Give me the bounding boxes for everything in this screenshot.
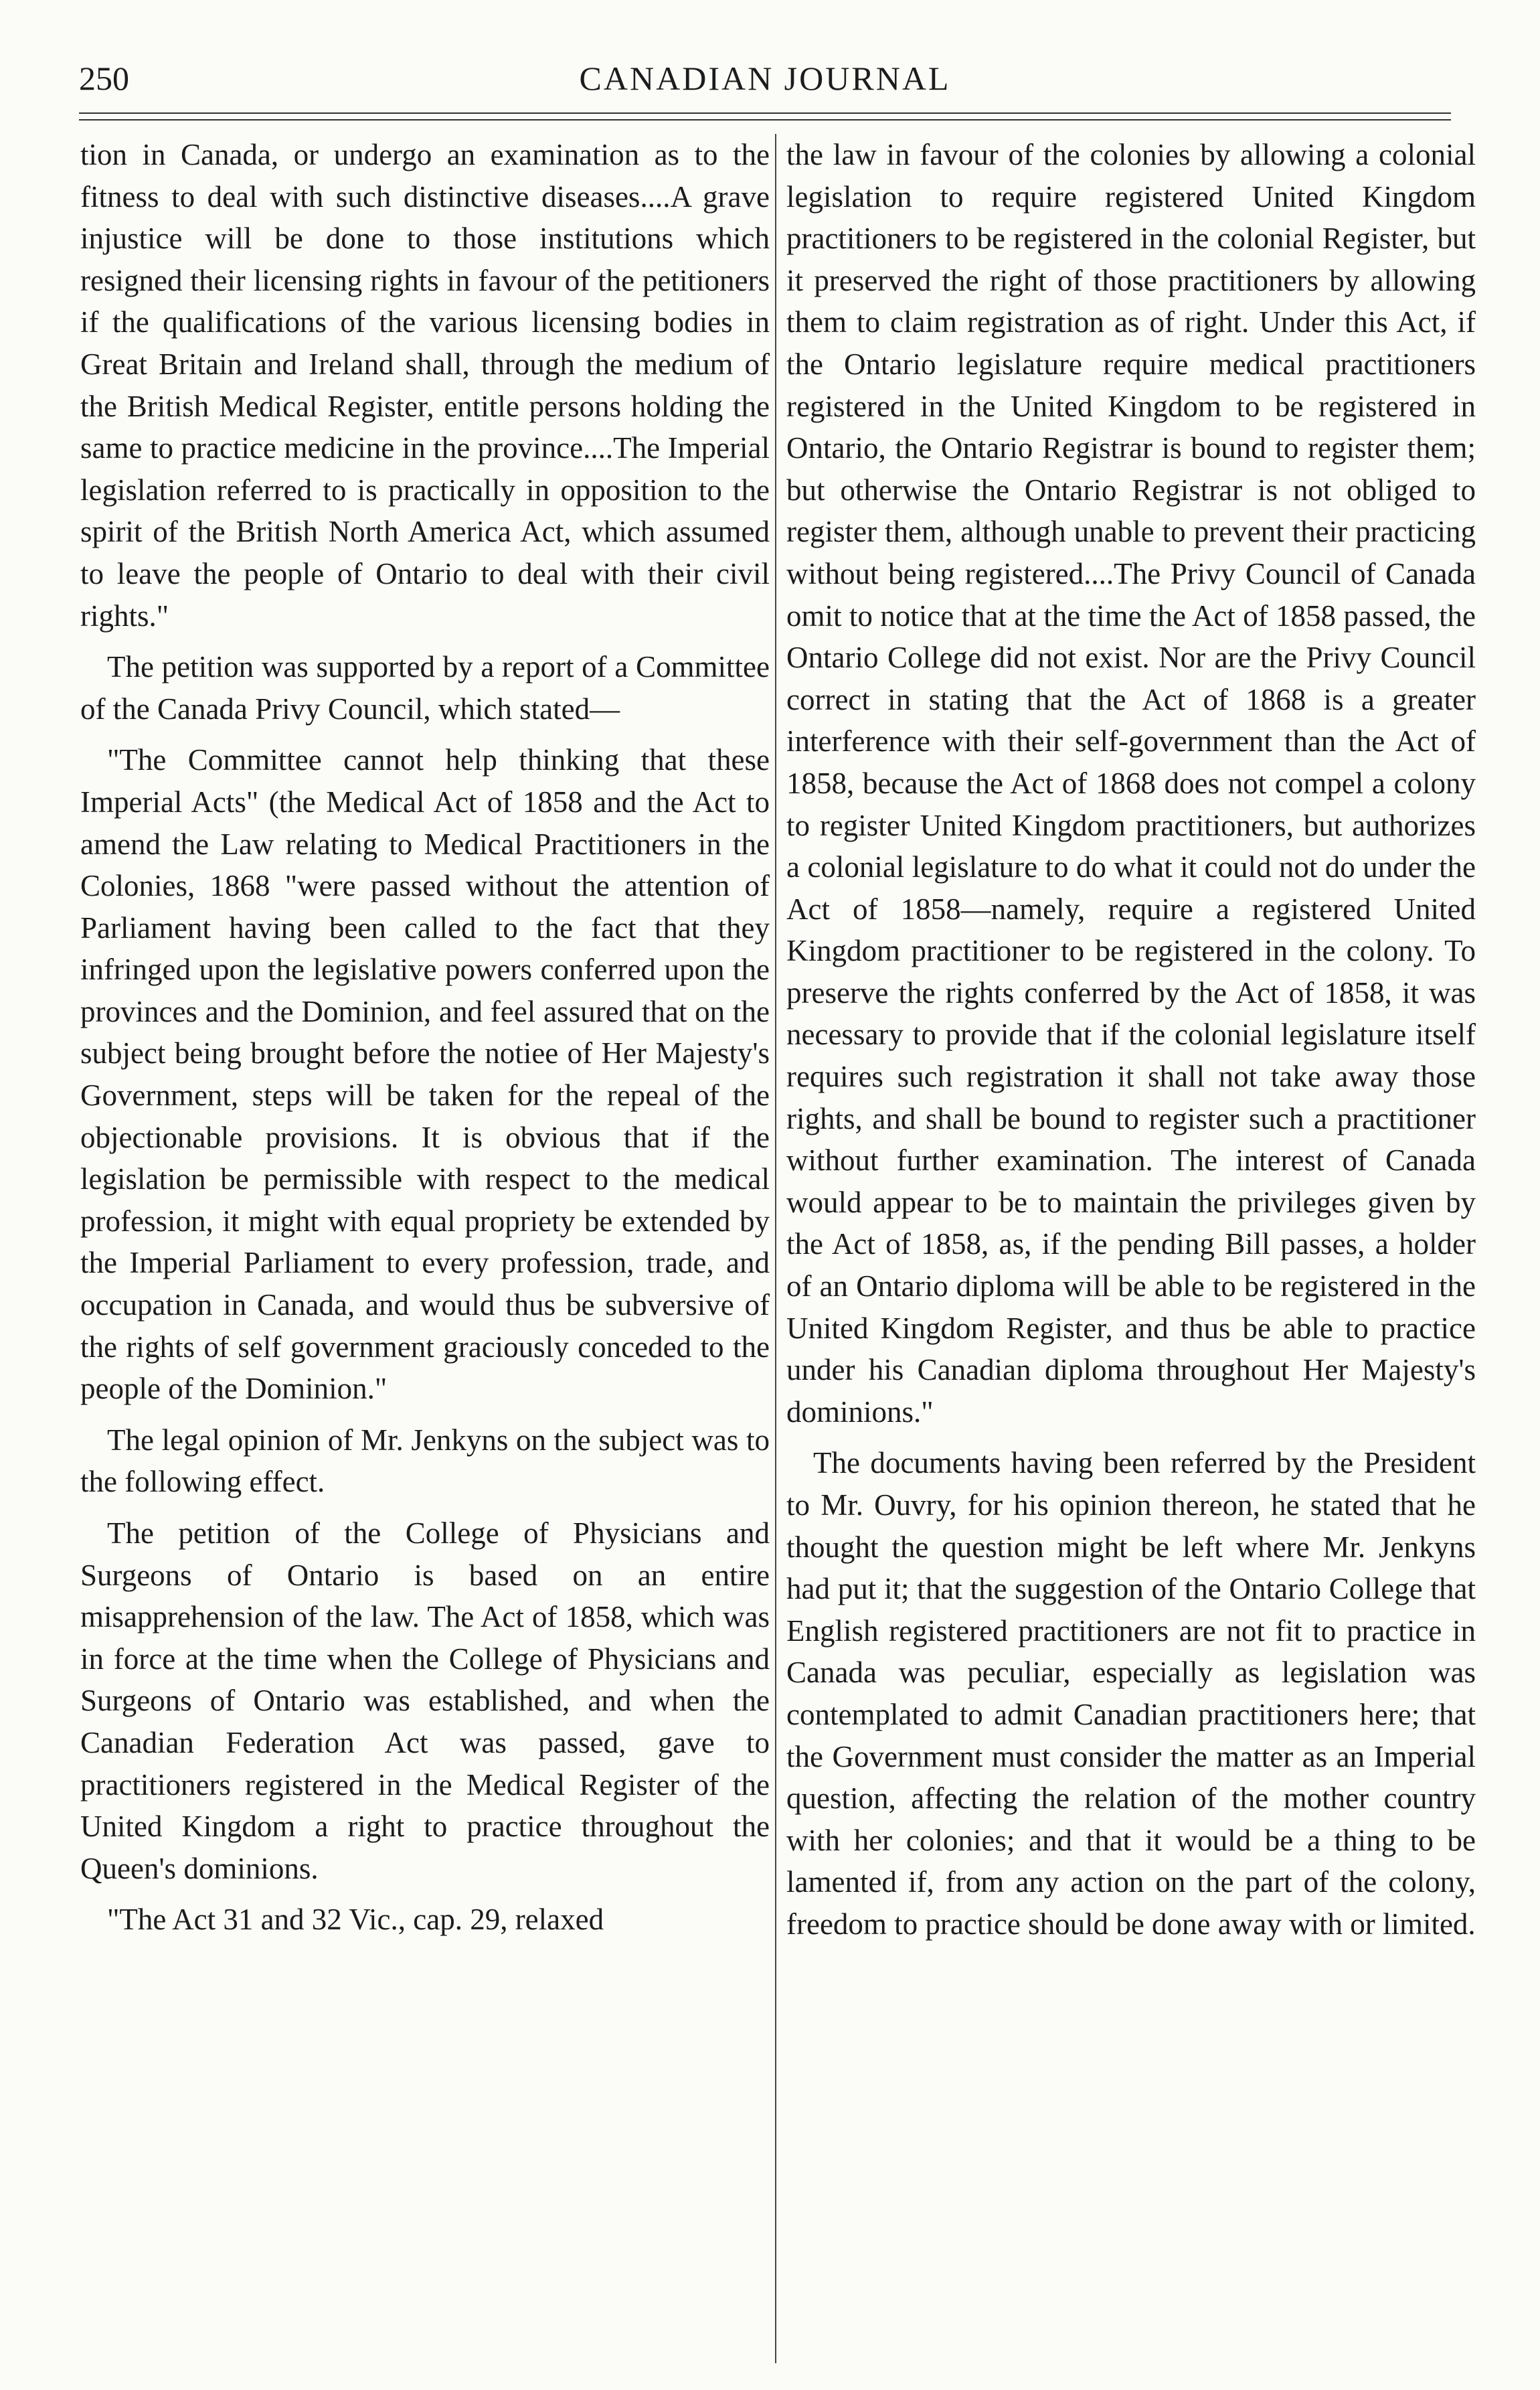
left-column: [80, 134, 770, 1941]
right-column: [786, 134, 1476, 1945]
journal-title: CANADIAN JOURNAL: [579, 60, 951, 97]
left-paragraph-5: The petition of the College of Physicians and Surgeons of Ontario is based on an entire misapprehension of the law. The Act of 1858, which was in force at the time when the College of Physicians and Surgeons of Ontario was established, and when the Canadian Federation Act was passed, gave to practitioners registered in the Medical Register of the United Kingdom a right to practice throughout the Queen's dominions.: [80, 1516, 770, 1885]
right-paragraph-1: the law in favour of the colonies by allowing a colonial legislation to require registered United Kingdom practitioners to be registered in the colonial Register, but it preserved the right of those practitioners by allowing them to claim registration as of right. Under this Act, if the Ontario legislature require medical practitioners registered in the United Kingdom to be registered in Ontario, the Ontario Registrar is bound to register them; but otherwise the Ontario Registrar is not obliged to register them, although unable to prevent their practicing without being registered....The Privy Council of Canada omit to notice that at the time the Act of 1858 passed, the Ontario College did not exist. Nor are the Privy Council correct in stating that the Act of 1868 is a greater interference with their self-government than the Act of 1858, because the Act of 1868 does not compel a colony to register United Kingdom practitioners, but authorizes a colonial legislature to do what it could not do under the Act of 1858—namely, require a registered United Kingdom practitioner to be registered in the colony. To preserve the rights conferred by the Act of 1858, it was necessary to provide that if the colonial legislature itself requires such registration it shall not take away those rights, and shall be bound to register such a practitioner without further examination. The interest of Canada would appear to be to maintain the privileges given by the Act of 1858, as, if the pending Bill passes, a holder of an Ontario diploma will be able to be registered in the United Kingdom Register, and thus be able to practice under his Canadian diploma throughout Her Majesty's dominions.": [786, 138, 1476, 1429]
column-divider: [775, 134, 776, 2363]
header-rule-bottom: [79, 119, 1451, 121]
left-paragraph-1: tion in Canada, or undergo an examination as to the fitness to deal with such distinctive diseases....A grave injustice will be done to those institutions which resigned their licensing rights in favour of the petitioners if the qualifications of the various licensing bodies in Great Britain and Ireland shall, through the medium of the British Medical Register, entitle persons holding the same to practice medicine in the province....The Imperial legislation referred to is practically in opposition to the spirit of the British North America Act, which assumed to leave the people of Ontario to deal with their civil rights.": [80, 138, 770, 633]
page-number: 250: [79, 60, 129, 97]
left-paragraph-6: "The Act 31 and 32 Vic., cap. 29, relaxed: [107, 1903, 604, 1937]
left-paragraph-3: "The Committee cannot help thinking that these Imperial Acts" (the Medical Act of 1858 and the Act to amend the Law relating to Medical Practitioners in the Colonies, 1868 "were passed without the attention of Parliament having been called to the fact that they infringed upon the legislative powers conferred upon the provinces and the Dominion, and feel assured that on the subject being brought before the notiee of Her Majesty's Government, steps will be taken for the repeal of the objectionable provisions. It is obvious that if the legislation be permissible with respect to the medical profession, it might with equal propriety be extended by the Imperial Parliament to every profession, trade, and occupation in Canada, and would thus be subversive of the rights of self government graciously conceded to the people of the Dominion.": [80, 743, 770, 1406]
right-paragraph-2: The documents having been referred by the President to Mr. Ouvry, for his opinion thereon, he stated that he thought the question might be left where Mr. Jenkyns had put it; that the suggestion of the Ontario College that English registered practitioners are not fit to practice in Canada was peculiar, especially as legislation was contemplated to admit Canadian practitioners here; that the Government must consider the matter as an Imperial question, affecting the relation of the mother country with her colonies; and that it would be a thing to be lamented if, from any action on the part of the colony, freedom to practice should be done away with or limited.: [786, 1446, 1476, 1941]
left-paragraph-2: The petition was supported by a report of a Committee of the Canada Privy Council, which stated—: [80, 650, 770, 726]
header-rule-top: [79, 112, 1451, 114]
left-paragraph-4: The legal opinion of Mr. Jenkyns on the subject was to the following effect.: [80, 1423, 770, 1499]
page-header: [79, 59, 1451, 106]
